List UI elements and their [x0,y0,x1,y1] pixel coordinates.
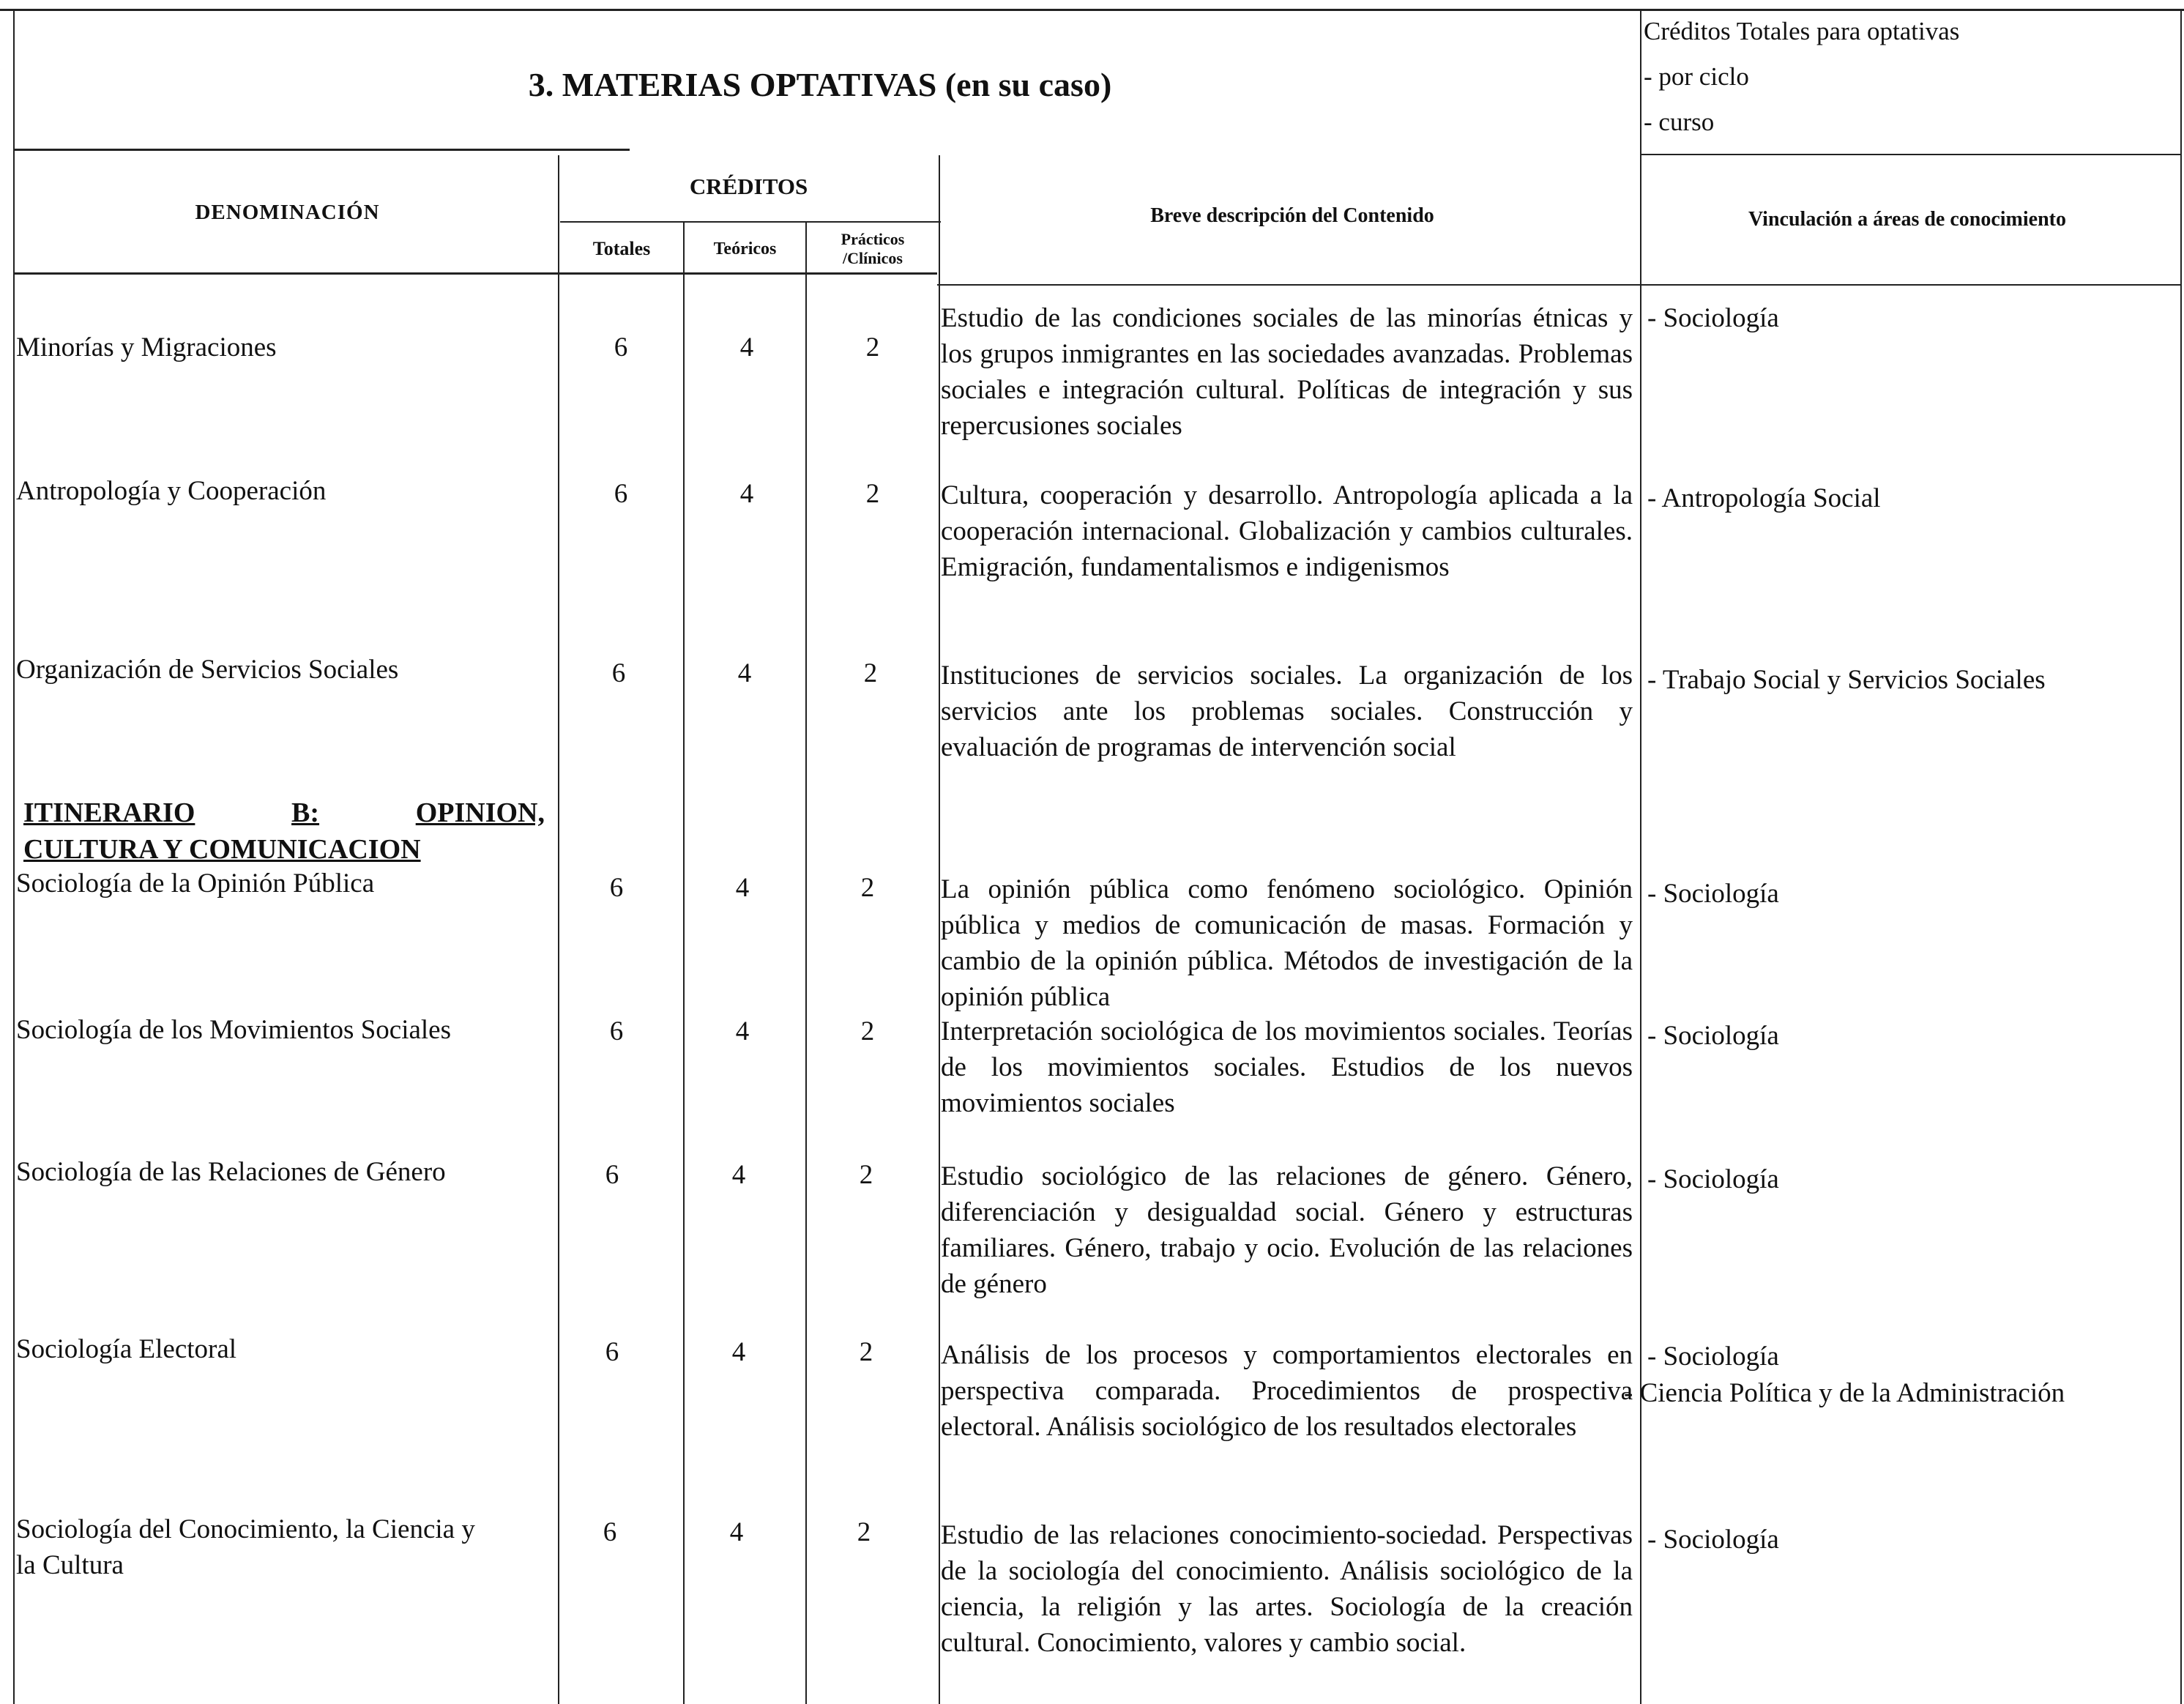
course-name: Sociología de la Opinión Pública [16,868,375,898]
credits-practicos: 2 [860,1016,875,1046]
itinerary-heading [23,795,545,868]
credits-totales: 6 [609,873,624,903]
credits-box-line: - curso [1644,108,1715,136]
credits-teoricos: 4 [735,1016,750,1046]
course-name-continued: la Cultura [16,1550,124,1580]
credits-totales: 6 [611,658,626,688]
area-link: - Antropología Social [1647,483,1881,513]
credits-totales: 6 [603,1517,617,1547]
course-name: Sociología Electoral [16,1334,237,1364]
credits-practicos: 2 [865,479,880,509]
credits-practicos: 2 [857,1517,871,1547]
course-name: Organización de Servicios Sociales [16,655,399,685]
title-bottom-rule [15,149,630,151]
course-name: Sociología de las Relaciones de Género [16,1157,446,1187]
credits-teoricos: 4 [739,479,754,509]
credits-practicos: 2 [859,1160,873,1190]
area-link: - Sociología [1647,1164,1779,1194]
course-description: Instituciones de servicios sociales. La organización de los servicios ante los problemas sociales. Construcción y evaluación de programas de intervención social [941,661,1633,762]
credits-box-line: Créditos Totales para optativas [1644,17,1960,45]
course-name: Sociología de los Movimientos Sociales [16,1015,452,1045]
course-description: Estudio sociológico de las relaciones de género. Género, diferenciación y desigualdad social. Género y estructuras familiares. Género, trabajo y ocio. Evolución de las relaciones de género [941,1161,1633,1299]
credits-totales: 6 [605,1160,619,1190]
course-description: Análisis de los procesos y comportamientos electorales en perspectiva comparada. Procedimientos de prospectiva electoral. Análisis sociológico de los resultados electorales [941,1340,1633,1442]
optional-credits-box [1644,9,2171,145]
header-practicos [807,223,939,275]
course-description: Interpretación sociológica de los movimientos sociales. Teorías de los movimientos sociales. Estudios de los nuevos movimientos sociales [941,1016,1633,1118]
header-denominacion: DENOMINACIÓN [195,200,380,224]
header-descripcion: Breve descripción del Contenido [1150,204,1434,227]
credits-teoricos: 4 [737,658,752,688]
area-link: - Trabajo Social y Servicios Sociales [1647,665,2046,695]
title-bottom-rule-right [1640,154,2182,155]
area-link: - Sociología [1647,879,1779,909]
itinerary-heading-line2: CULTURA Y COMUNICACION [23,834,421,865]
col-divider-practicos [939,155,940,1704]
credits-practicos: 2 [863,658,878,688]
header-bottom-rule-right [937,284,2182,286]
credits-teoricos: 4 [729,1517,744,1547]
header-vinculacion: Vinculación a áreas de conocimiento [1748,208,2066,231]
itinerary-heading-line1 [23,795,545,831]
credits-totales: 6 [609,1016,624,1046]
itinerary-word: ITINERARIO [23,797,195,828]
credits-box-line: - por ciclo [1644,62,1749,91]
col-divider-totales [683,221,685,1704]
credits-teoricos: 4 [731,1160,746,1190]
header-creditos: CRÉDITOS [689,174,808,199]
credits-teoricos: 4 [739,332,754,362]
credits-teoricos: 4 [735,873,750,903]
page-title: 3. MATERIAS OPTATIVAS (en su caso) [528,65,1112,103]
area-link: - Ciencia Política y de la Administración [1624,1378,2065,1408]
credits-totales: 6 [614,332,628,362]
itinerary-word: OPINION, [415,797,545,828]
area-link: - Sociología [1647,1342,1779,1372]
course-description: Estudio de las relaciones conocimiento-sociedad. Perspectivas de la sociología del conocimiento. Análisis sociológico de la ciencia, la religión y las artes. Sociología de la creación cultural. Conocimiento, valores y cambio social. [941,1520,1633,1658]
header-totales: Totales [592,238,651,259]
col-divider-name [558,155,559,1704]
credits-practicos: 2 [859,1337,873,1367]
itinerary-word: B: [291,797,320,828]
col-divider-teoricos [805,221,807,1704]
course-description: La opinión pública como fenómeno sociológico. Opinión pública y medios de comunicación de masas. Formación y cambio de la opinión pública. Métodos de investigación de la opinión pública [941,874,1633,1012]
course-description: Cultura, cooperación y desarrollo. Antropología aplicada a la cooperación internacional. Globalización y cambios culturales. Emigración, fundamentalismos e indigenismos [941,480,1633,582]
area-link: - Sociología [1647,1021,1779,1051]
right-border [2180,9,2182,1704]
credits-practicos: 2 [860,873,875,903]
course-name: Sociología del Conocimiento, la Ciencia y [16,1514,475,1544]
credits-teoricos: 4 [731,1337,746,1367]
credits-totales: 6 [605,1337,619,1367]
course-name: Antropología y Cooperación [16,476,327,506]
header-practicos-line2: /Clínicos [843,249,903,267]
course-description: Estudio de las condiciones sociales de las minorías étnicas y los grupos inmigrantes en las sociedades avanzadas. Problemas sociales e integración cultural. Políticas de integración y sus repercusiones sociales [941,303,1633,441]
credits-practicos: 2 [865,332,880,362]
course-name: Minorías y Migraciones [16,332,277,362]
area-link: - Sociología [1647,303,1779,333]
header-teoricos: Teóricos [713,239,777,258]
credits-totales: 6 [614,479,628,509]
area-link: - Sociología [1647,1525,1779,1555]
creditos-rule [560,221,941,223]
header-practicos-line1: Prácticos [841,230,905,248]
